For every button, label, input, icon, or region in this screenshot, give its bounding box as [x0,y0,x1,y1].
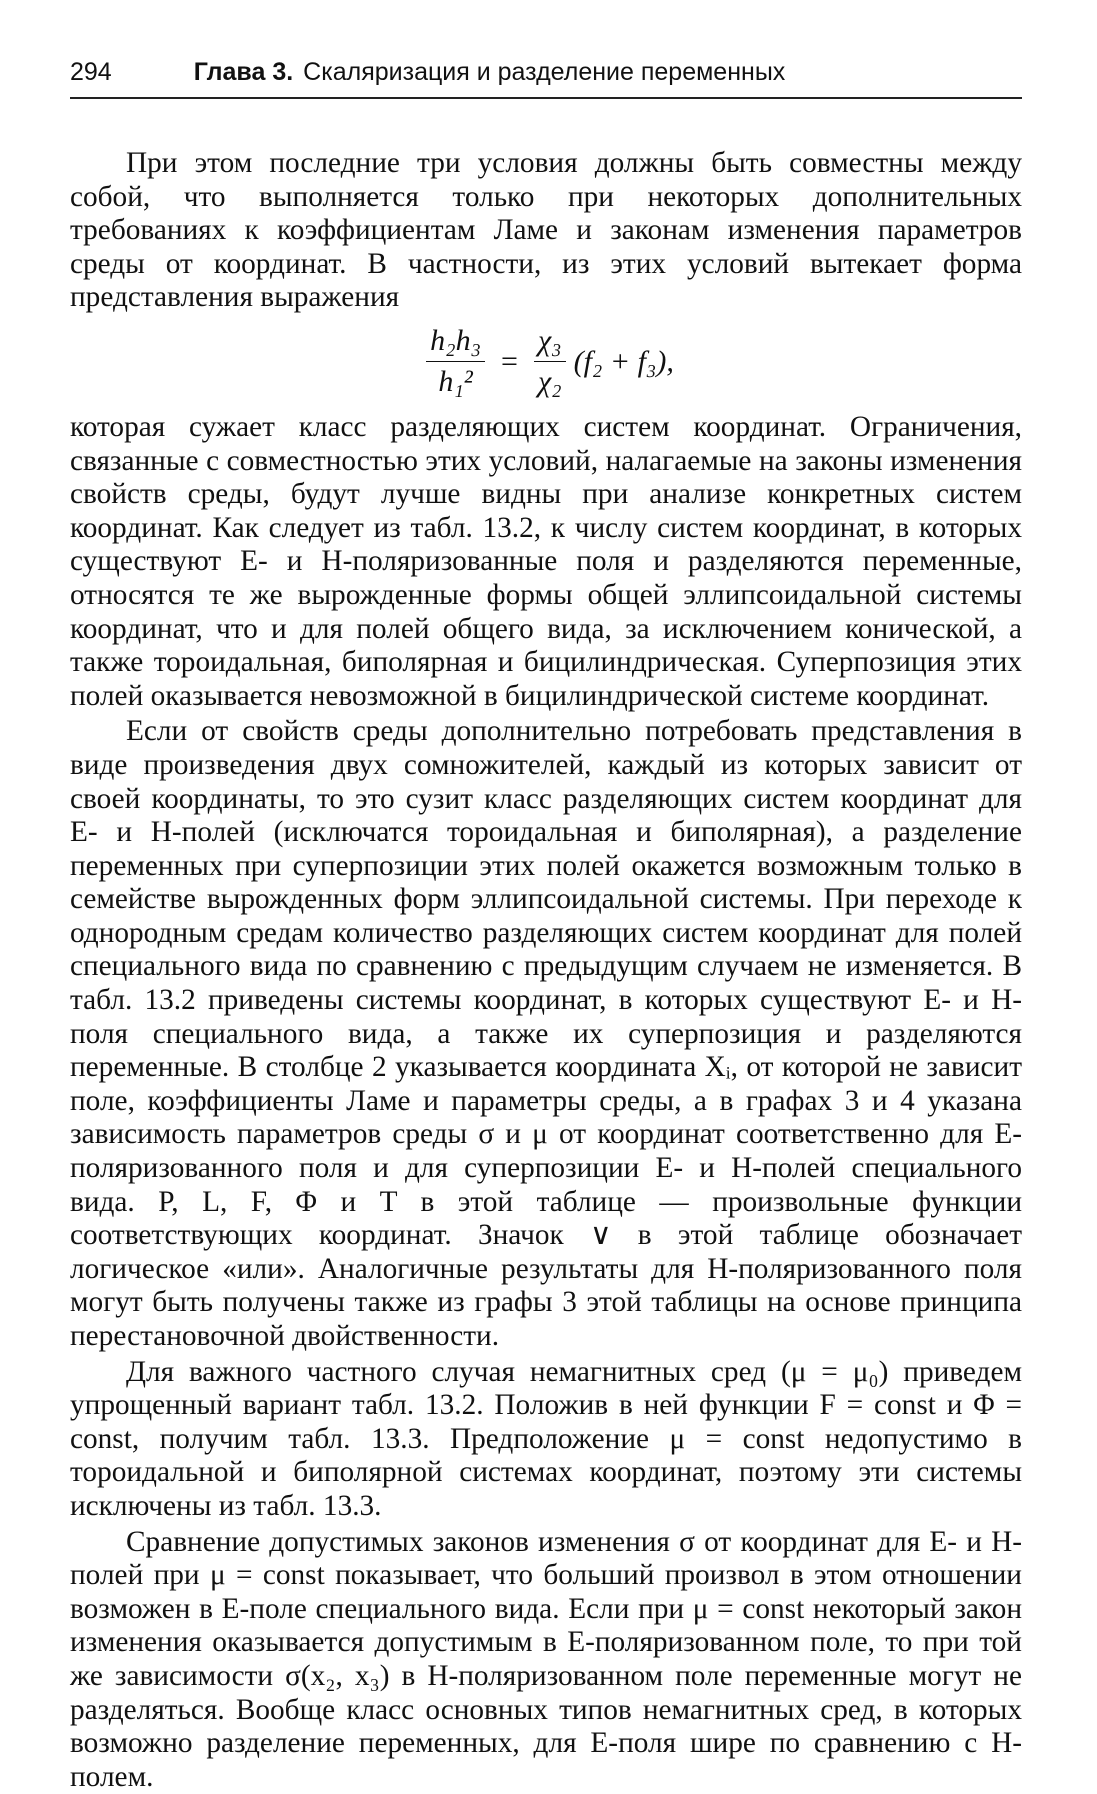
formula-rhs-fraction [534,323,566,400]
display-formula [70,319,1022,405]
page-body [70,147,1022,1794]
formula-rhs-denominator: χ₂ [537,365,562,399]
running-header [70,58,1022,99]
book-page [70,58,1022,1794]
paragraph-3: Если от свойств среды дополнительно потребовать представления в виде произведения двух сомножителей, каждый из которых зависит от своей координаты, то это сузит класс разделяющих систем координат для E- и H-полей (исключатся тороидальная и биполярная), а разделение переменных при суперпозиции этих полей окажется возможным только в семействе вырожденных форм эллипсоидальной системы. При переходе к однородным средам количество разделяющих систем координат для полей специального вида по сравнению с предыдущим случаем не изменяется. В табл. 13.2 приведены системы координат, в которых существуют E- и H-поля специального вида, а также их суперпозиция и разделяются переменные. В столбце 2 указывается координата Xᵢ, от которой не зависит поле, коэффициенты Ламе и параметры среды, а в графах 3 и 4 указана зависимость параметров среды σ и μ от координат соответственно для E-поляризованного поля и для суперпозиции E- и H-полей специального вида. P, L, F, Φ и T в этой таблице — произвольные функции соответствующих координат. Значок ∨ в этой таблице обозначает логическое «или». Аналогичные результаты для H-поляризованного поля могут быть получены также из графы 3 этой таблицы на основе принципа перестановочной двойственности. [70,715,1022,1352]
paragraph-2: которая сужает класс разделяющих систем координат. Ограничения, связанные с совместностью этих условий, налагаемые на законы изменения свойств среды, будут лучше видны при анализе конкретных систем координат. Как следует из табл. 13.2, к числу систем координат, в которых существуют E- и H-поляризованные поля и разделяются переменные, относятся те же вырожденные формы общей эллипсоидальной системы координат, что и для полей общего вида, за исключением конической, а также тороидальная, биполярная и бицилиндрическая. Суперпозиция этих полей оказывается невозможной в бицилиндрической системе координат. [70,410,1022,712]
chapter-label: Глава 3. [193,58,294,86]
paragraph-4: Для важного частного случая немагнитных сред (μ = μ₀) приведем упрощенный вариант табл. 13.2. Положив в ней функции F = const и Φ = const, получим табл. 13.3. Предположение μ = const недопустимо в тороидальной и биполярной системах координат, поэтому эти системы исключены из табл. 13.3. [70,1355,1022,1522]
formula-lhs-denominator: h₁² [438,365,473,399]
formula-equals: = [501,345,518,379]
paragraph-5: Сравнение допустимых законов изменения σ от координат для E- и H-полей при μ = const показывает, что больший произвол в этом отношении возможен в E-поле специального вида. Если при μ = const некоторый закон изменения оказывается допустимым в E-поляризованном поле, то при той же зависимости σ(x₂, x₃) в H-поляризованном поле переменные могут не разделяться. Вообще класс основных типов немагнитных сред, в которых возможно разделение переменных, для E-поля шире по сравнению с H-полем. [70,1525,1022,1793]
chapter-title: Скаляризация и разделение переменных [303,58,786,86]
formula-lhs-fraction [426,323,485,400]
page-number: 294 [70,58,112,86]
formula-rhs-tail: (f₂ + f₃), [573,345,674,379]
paragraph-1: При этом последние три условия должны быть совместны между собой, что выполняется только при некоторых дополнительных требованиях к коэффициентам Ламе и законам изменения параметров среды от координат. В частности, из этих условий вытекает форма представления выражения [70,147,1022,314]
formula-rhs-numerator: χ₃ [534,323,566,362]
formula-lhs-numerator: h₂h₃ [426,323,485,362]
